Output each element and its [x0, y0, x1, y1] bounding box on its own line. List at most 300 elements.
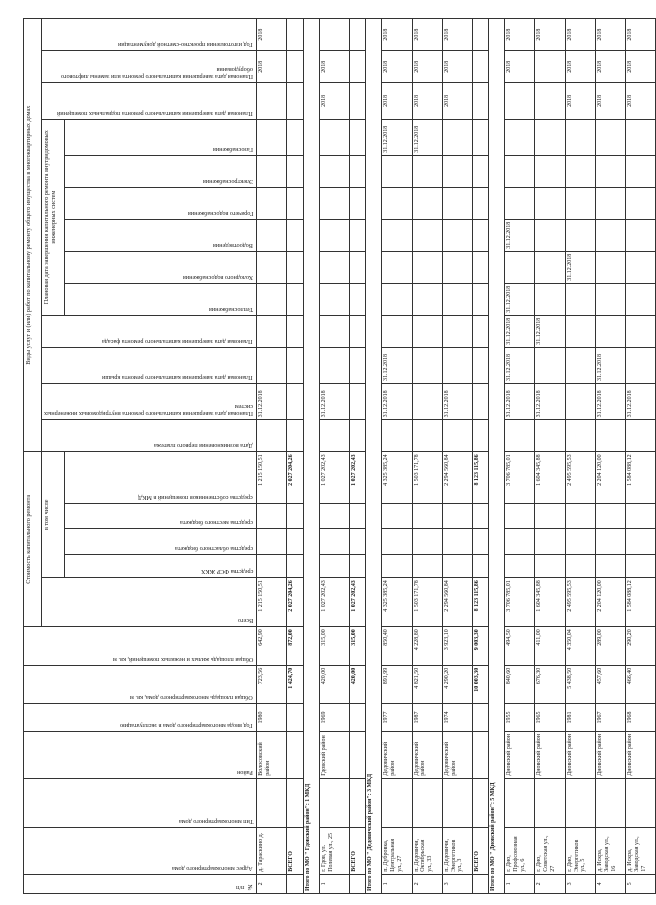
cell-fund	[595, 554, 625, 577]
cell-own: 1 604 345,88	[535, 452, 565, 503]
table-row	[382, 19, 412, 894]
table-row	[505, 19, 535, 894]
total-loc	[472, 503, 488, 529]
cell-loc	[565, 503, 595, 529]
cell-date_roof	[565, 384, 595, 420]
cell-date_roof: 31.12.2018	[595, 384, 625, 420]
cell-fund	[625, 554, 655, 577]
cell-total: 723,56	[257, 665, 287, 703]
cell-year: 1980	[257, 704, 287, 732]
cell-basement	[257, 119, 287, 155]
total-heat	[349, 315, 365, 347]
cell-fund	[382, 554, 412, 577]
cell-heat	[442, 315, 472, 347]
cell-loc	[382, 503, 412, 529]
total-hot	[287, 219, 303, 251]
cell-district: Дновский район	[535, 731, 565, 778]
cell-cold	[319, 283, 349, 315]
total-gas	[349, 155, 365, 187]
cell-res: 289,00	[595, 627, 625, 665]
header-cold-water: Холодного водоснабжения	[65, 251, 257, 283]
cell-year: 1967	[595, 704, 625, 732]
cell-first	[625, 420, 655, 452]
total-n	[287, 874, 303, 893]
cell-first	[535, 420, 565, 452]
cell-first	[319, 420, 349, 452]
total-gas	[472, 155, 488, 187]
cell-gas	[257, 155, 287, 187]
cell-sewer	[319, 251, 349, 283]
cell-date_facade: 31.12.2018	[382, 347, 412, 383]
total-basement	[472, 119, 488, 155]
cell-reg	[382, 529, 412, 555]
cell-res: 315,00	[319, 627, 349, 665]
header-owners: средства собственников помещений в МКД	[65, 452, 257, 503]
cell-el	[595, 187, 625, 219]
cell-first	[382, 420, 412, 452]
total-type	[287, 778, 303, 827]
cell-addr: д. Искра, Заводская ул., 17	[625, 827, 655, 874]
total-design	[472, 51, 488, 83]
cell-reg	[595, 529, 625, 555]
total-total: 420,00	[349, 665, 365, 703]
cell-heat	[257, 315, 287, 347]
header-first-payment: Дата возникновения первого платежа	[42, 420, 257, 452]
cell-design: 2018	[625, 51, 655, 83]
cell-n: 1	[319, 874, 349, 893]
cell-basement	[319, 119, 349, 155]
cell-type	[595, 778, 625, 827]
cell-hot	[535, 219, 565, 251]
cell-elev: 2018	[382, 83, 412, 119]
table-row	[565, 19, 595, 894]
cell-basement: 31.12.2018	[412, 119, 442, 155]
cell-own: 4 325 385,24	[382, 452, 412, 503]
total-n	[349, 874, 365, 893]
cell-loc	[535, 503, 565, 529]
cell-design: 2018	[319, 51, 349, 83]
table-body	[257, 19, 656, 894]
total-total: 1 424,70	[287, 665, 303, 703]
cell-addr: д. Искра, Заводская ул., 16	[595, 827, 625, 874]
total-date_facade	[287, 347, 303, 383]
cell-gas	[625, 155, 655, 187]
cell-date_facade	[319, 347, 349, 383]
total-date_facade	[472, 347, 488, 383]
cell-district: Дновский район	[505, 731, 535, 778]
header-date-roof: Плановая дата завершения капитального ремонта крыши	[42, 347, 257, 383]
cell-basement	[442, 119, 472, 155]
header-cost-group: Стоимость капитального ремонта	[24, 452, 42, 627]
total-hot	[472, 219, 488, 251]
cell-type	[319, 778, 349, 827]
header-district: Район	[24, 731, 257, 778]
table-row	[257, 19, 287, 894]
cell-basement	[535, 119, 565, 155]
total-gas	[287, 155, 303, 187]
cell-year: 1977	[382, 704, 412, 732]
rotated-table-wrapper	[23, 18, 647, 894]
total-date_roof	[472, 384, 488, 420]
cell-cold	[595, 283, 625, 315]
table-row	[319, 19, 349, 894]
cell-cold: 31.12.2018	[505, 283, 535, 315]
cell-date_facade	[535, 347, 565, 383]
cell-reg	[505, 529, 535, 555]
cell-reg	[625, 529, 655, 555]
cell-year: 1974	[442, 704, 472, 732]
cell-loc	[625, 503, 655, 529]
total-row	[287, 19, 303, 894]
cell-design: 2018	[382, 51, 412, 83]
cell-type	[625, 778, 655, 827]
cell-cost: 1 503 171,78	[412, 578, 442, 627]
cell-basement	[565, 119, 595, 155]
cell-date_roof: 31.12.2018	[382, 384, 412, 420]
total-date_roof	[287, 384, 303, 420]
total-heat	[472, 315, 488, 347]
cell-date_roof: 31.12.2018	[257, 384, 287, 420]
total-addr: ВСЕГО	[349, 827, 365, 874]
header-total-area: Общая площадь многоквартирного дома, кв. м	[24, 665, 257, 703]
cell-hot	[319, 219, 349, 251]
cell-hot	[382, 219, 412, 251]
cell-hot	[565, 219, 595, 251]
header-fund: средства ФСР ЖКХ	[65, 554, 257, 577]
cell-heat: 31.12.2018	[535, 315, 565, 347]
cell-date_roof: 31.12.2018	[319, 384, 349, 420]
cell-total: 457,60	[595, 665, 625, 703]
cell-cost: 2 204 120,00	[595, 578, 625, 627]
cell-hot	[442, 219, 472, 251]
cell-elev: 2018	[412, 83, 442, 119]
cell-n: 1	[382, 874, 412, 893]
cell-district: Гдовский район	[319, 731, 349, 778]
total-sewer	[287, 251, 303, 283]
cell-res: 494,50	[505, 627, 535, 665]
cell-total: 5 438,50	[565, 665, 595, 703]
cell-cold	[382, 283, 412, 315]
cell-year: 1969	[319, 704, 349, 732]
cell-date_roof: 31.12.2018	[505, 384, 535, 420]
cell-gas	[505, 155, 535, 187]
total-addr: ВСЕГО	[472, 827, 488, 874]
cell-res: 4 350,04	[565, 627, 595, 665]
cell-sewer	[505, 251, 535, 283]
header-regional: средства областного бюджета	[65, 529, 257, 555]
total-reg	[349, 529, 365, 555]
total-elev	[472, 83, 488, 119]
cell-total: 4 821,50	[412, 665, 442, 703]
cell-district: Дедовичский район	[442, 731, 472, 778]
header-num: № п/п	[24, 874, 257, 893]
cell-fund	[319, 554, 349, 577]
cell-own: 1 584 088,12	[625, 452, 655, 503]
cell-gas	[319, 155, 349, 187]
cell-heat	[625, 315, 655, 347]
cell-date_facade: 31.12.2018	[505, 347, 535, 383]
header-type: Тип многоквартирного дома	[24, 778, 257, 827]
cell-gas	[595, 155, 625, 187]
section-title-row	[303, 19, 319, 894]
total-type	[349, 778, 365, 827]
total-row	[472, 19, 488, 894]
total-fund	[287, 554, 303, 577]
cell-type	[382, 778, 412, 827]
cell-total: 4 290,20	[442, 665, 472, 703]
total-year	[287, 704, 303, 732]
cell-date_facade	[625, 347, 655, 383]
cell-cost: 1 604 345,88	[535, 578, 565, 627]
total-cost: 8 123 115,86	[472, 578, 488, 627]
cell-cold	[442, 283, 472, 315]
cell-reg	[257, 529, 287, 555]
header-date-basement: Плановая дата завершения капитального ремонта подвальных помещений	[42, 83, 257, 119]
cell-res: 642,90	[257, 627, 287, 665]
cell-el	[442, 187, 472, 219]
cell-hot: 31.12.2018	[505, 219, 535, 251]
cell-district: Волосовский район	[257, 731, 287, 778]
cell-sewer	[412, 251, 442, 283]
cell-control: 2018	[625, 19, 655, 51]
cell-cost: 2 495 595,53	[565, 578, 595, 627]
cell-control	[319, 19, 349, 51]
total-date_facade	[349, 347, 365, 383]
total-type	[472, 778, 488, 827]
cell-design: 2018	[595, 51, 625, 83]
total-cold	[287, 283, 303, 315]
total-row	[349, 19, 365, 894]
header-gas: Газоснабжения	[65, 119, 257, 155]
cell-total: 840,60	[505, 665, 535, 703]
cell-loc	[442, 503, 472, 529]
total-basement	[287, 119, 303, 155]
total-date_roof	[349, 384, 365, 420]
header-electric: Электроснабжения	[65, 155, 257, 187]
total-loc	[349, 503, 365, 529]
cell-basement: 31.12.2018	[382, 119, 412, 155]
cell-first	[257, 420, 287, 452]
cell-design	[535, 51, 565, 83]
cell-design: 2018	[412, 51, 442, 83]
header-incl: в том числе	[42, 452, 65, 578]
cell-res: 411,00	[535, 627, 565, 665]
section-title: Итого по МО " Гдовский район": 1 МКД	[303, 19, 319, 894]
cell-type	[505, 778, 535, 827]
cell-district: Дновский район	[595, 731, 625, 778]
cell-heat	[319, 315, 349, 347]
cell-design: 2018	[565, 51, 595, 83]
total-total: 10 003,30	[472, 665, 488, 703]
total-reg	[287, 529, 303, 555]
total-hot	[349, 219, 365, 251]
total-elev	[287, 83, 303, 119]
cell-addr: п. Дубровка, Центральная ул., 27	[382, 827, 412, 874]
total-cost: 2 027 204,26	[287, 578, 303, 627]
cell-sewer	[595, 251, 625, 283]
cell-control: 2018	[442, 19, 472, 51]
table-row	[442, 19, 472, 894]
header-heat: Теплоснабжения	[65, 283, 257, 315]
total-cold	[349, 283, 365, 315]
cell-type	[442, 778, 472, 827]
cell-gas	[382, 155, 412, 187]
cell-first	[442, 420, 472, 452]
cell-control: 2018	[595, 19, 625, 51]
cell-control: 2018	[257, 19, 287, 51]
cell-district: Дедовичский район	[382, 731, 412, 778]
cell-addr: г. Дно, Профсоюзная ул., 6	[505, 827, 535, 874]
cell-cold	[565, 283, 595, 315]
cell-elev: 2018	[625, 83, 655, 119]
cell-cold	[412, 283, 442, 315]
total-cost: 1 027 202,43	[349, 578, 365, 627]
cell-year: 1968	[625, 704, 655, 732]
header-sewer: Водоотведения	[65, 219, 257, 251]
cell-heat	[565, 315, 595, 347]
cell-basement	[595, 119, 625, 155]
total-addr: ВСЕГО	[287, 827, 303, 874]
cell-sewer	[535, 251, 565, 283]
cell-elev: 2018	[565, 83, 595, 119]
cell-date_roof	[412, 384, 442, 420]
cell-cost: 2 294 560,84	[442, 578, 472, 627]
cell-elev	[535, 83, 565, 119]
cell-n: 1	[505, 874, 535, 893]
cell-first	[565, 420, 595, 452]
cell-n: 3	[565, 874, 595, 893]
cell-addr: п. Дедовичи, Октябрьская ул., 33	[412, 827, 442, 874]
cell-sewer	[442, 251, 472, 283]
header-date-facade: Плановая дата завершения капитального ремонта фасада	[42, 315, 257, 347]
cell-cost: 1 584 088,12	[625, 578, 655, 627]
total-basement	[349, 119, 365, 155]
cell-own: 1 215 150,51	[257, 452, 287, 503]
header-hot-water: Горячего водоснабжения	[65, 187, 257, 219]
cell-elev: 2018	[442, 83, 472, 119]
cell-own: 2 294 560,84	[442, 452, 472, 503]
total-year	[472, 704, 488, 732]
cell-gas	[565, 155, 595, 187]
cell-reg	[442, 529, 472, 555]
cell-total: 466,40	[625, 665, 655, 703]
cell-hot	[595, 219, 625, 251]
cell-addr: г. Гдов, ул. Полевая ул., 25	[319, 827, 349, 874]
cell-year: 1955	[505, 704, 535, 732]
cell-res: 850,40	[382, 627, 412, 665]
cell-first	[505, 420, 535, 452]
total-own: 2 027 204,26	[287, 452, 303, 503]
cell-own: 2 204 120,00	[595, 452, 625, 503]
cell-total: 676,30	[535, 665, 565, 703]
total-el	[287, 187, 303, 219]
cell-date_roof: 31.12.2018	[442, 384, 472, 420]
cell-total: 420,00	[319, 665, 349, 703]
total-own: 1 027 202,43	[349, 452, 365, 503]
cell-sewer	[382, 251, 412, 283]
cell-addr: г. Дно, Энергетиков ул., 5	[565, 827, 595, 874]
cell-type	[257, 778, 287, 827]
cell-control: 2018	[505, 19, 535, 51]
total-design	[287, 51, 303, 83]
section-title-row	[366, 19, 382, 894]
cell-loc	[505, 503, 535, 529]
cell-elev	[257, 83, 287, 119]
total-reg	[472, 529, 488, 555]
total-heat	[287, 315, 303, 347]
table-row	[412, 19, 442, 894]
cell-cost: 4 325 385,24	[382, 578, 412, 627]
cell-loc	[412, 503, 442, 529]
cell-date_facade	[257, 347, 287, 383]
cell-reg	[565, 529, 595, 555]
cell-basement	[505, 119, 535, 155]
cell-n: 4	[595, 874, 625, 893]
total-first	[287, 420, 303, 452]
total-cold	[472, 283, 488, 315]
total-first	[472, 420, 488, 452]
cell-loc	[595, 503, 625, 529]
cell-basement	[625, 119, 655, 155]
cell-n: 2	[412, 874, 442, 893]
cell-date_facade: 31.12.2018	[595, 347, 625, 383]
cell-res: 3 923,10	[442, 627, 472, 665]
cell-fund	[505, 554, 535, 577]
cell-control: 2018	[565, 19, 595, 51]
cell-reg	[535, 529, 565, 555]
cell-type	[412, 778, 442, 827]
total-elev	[349, 83, 365, 119]
header-systems-group: Плановая дата завершения капитального ремонта внутридомовых инженерных систем	[42, 119, 65, 315]
cell-cost: 3 706 785,01	[505, 578, 535, 627]
header-address: Адрес многоквартирного дома	[24, 827, 257, 874]
cell-elev	[505, 83, 535, 119]
cell-first	[595, 420, 625, 452]
table-row	[535, 19, 565, 894]
cell-res: 290,20	[625, 627, 655, 665]
cell-district: Дедовичский район	[412, 731, 442, 778]
total-res: 872,00	[287, 627, 303, 665]
cell-addr: д. Тараскино д.	[257, 827, 287, 874]
cell-fund	[257, 554, 287, 577]
cell-el	[412, 187, 442, 219]
cell-cold	[257, 283, 287, 315]
total-el	[349, 187, 365, 219]
cell-loc	[319, 503, 349, 529]
section-title: Итого по МО " Дновский район": 5 МКД	[489, 19, 505, 894]
cell-el	[319, 187, 349, 219]
cell-el	[505, 187, 535, 219]
cell-year: 1987	[412, 704, 442, 732]
header-work-group: Виды услуг и (или) работ по капитальному ремонту общего имущества в многоквартирных домах	[24, 19, 42, 452]
cell-heat: 31.12.2018	[505, 315, 535, 347]
header-cost-total: Всего	[42, 578, 257, 627]
cell-district: Дновский район	[625, 731, 655, 778]
header-date-building: Плановая дата завершения капитального ремонта внутридомовых инженерных систем	[42, 384, 257, 420]
cell-date_facade	[565, 347, 595, 383]
cell-total: 891,99	[382, 665, 412, 703]
total-fund	[472, 554, 488, 577]
cell-date_roof: 31.12.2018	[535, 384, 565, 420]
cell-elev: 2018	[595, 83, 625, 119]
table-row	[595, 19, 625, 894]
cell-design: 2018	[442, 51, 472, 83]
cell-own: 1 503 171,78	[412, 452, 442, 503]
total-district	[349, 731, 365, 778]
cell-cost: 1 027 202,43	[319, 578, 349, 627]
cell-control: 2018	[382, 19, 412, 51]
total-design	[349, 51, 365, 83]
